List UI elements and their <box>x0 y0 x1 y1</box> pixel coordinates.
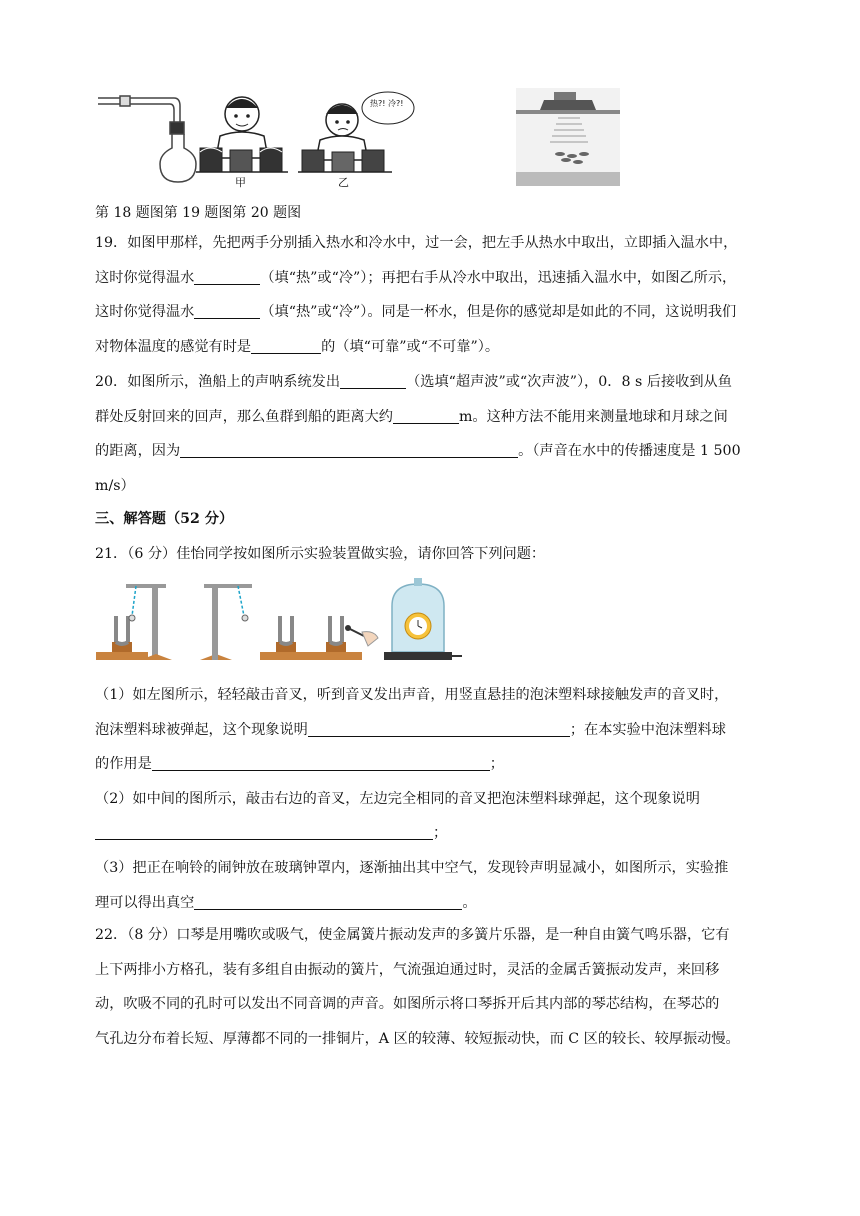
q20-line1-text: 20．如图所示，渔船上的声呐系统发出 <box>95 374 341 390</box>
tuning-fork-left-figure <box>96 586 172 660</box>
q21-part2-line1: （2）如中间的图所示，敲击右边的音叉，左边完全相同的音叉把泡沫塑料球弹起，这个现象说明 <box>95 790 700 807</box>
q21-part2-line2-tail: ； <box>433 825 448 842</box>
sonar-ship-figure <box>516 88 620 186</box>
bell-jar-figure <box>384 578 462 660</box>
q20-line1-tail: （选填“超声波”或“次声波”），0．8 s 后接收到从鱼 <box>406 374 732 390</box>
tuning-fork-middle-figure <box>200 586 378 660</box>
q20-line3-tail: 。（声音在水中的传播速度是 1 500 <box>518 443 741 460</box>
q19-line3-text: 这时你觉得温水 <box>95 304 195 321</box>
q21-part1-line2-tail: ；在本实验中泡沫塑料球 <box>569 721 726 738</box>
q21-part1-line3-tail: ； <box>489 756 504 773</box>
q21-part3-line1: （3）把正在响铃的闹钟放在玻璃钟罩内，逐渐抽出其中空气，发现铃声明显减小，如图所示，实验推 <box>95 859 729 876</box>
answer-blank[interactable] <box>180 441 518 458</box>
answer-blank[interactable] <box>340 372 406 389</box>
q19-line2-tail: （填“热”或“冷”）；再把右手从冷水中取出，迅速插入温水中，如图乙所示， <box>260 269 737 286</box>
q21-part3-line2-text: 理可以得出真空 <box>95 894 195 911</box>
q19-line4-text: 对物体温度的感觉有时是 <box>95 338 252 355</box>
q22-line1: 22．（8 分）口琴是用嘴吹或吸气，使金属簧片振动发声的多簧片乐器，是一种自由簧气鸣乐器，它有 <box>95 927 730 943</box>
q21-part1-line1: （1）如左图所示，轻轻敲击音叉，听到音叉发出声音，用竖直悬挂的泡沫塑料球接触发声的音叉时， <box>95 687 729 703</box>
q22-line4: 气孔边分布着长短、厚薄都不同的一排铜片，A 区的较薄、较短振动快，而 C 区的较长、较厚振动慢。 <box>95 1030 740 1047</box>
answer-blank[interactable] <box>194 302 260 319</box>
answer-blank[interactable] <box>194 893 462 910</box>
q21-part1-line2-text: 泡沫塑料球被弹起，这个现象说明 <box>95 721 308 738</box>
q19-line3-tail: （填“热”或“冷”）。同是一杯水，但是你的感觉却是如此的不同，这说明我们 <box>260 304 737 321</box>
q19-line4-tail: 的（填“可靠”或“不可靠”）。 <box>321 338 500 355</box>
answer-blank[interactable] <box>393 407 459 424</box>
answer-blank[interactable] <box>194 268 260 285</box>
figure-row-top <box>92 86 772 196</box>
figure-caption: 第 18 题图第 19 题图第 20 题图 <box>95 205 302 221</box>
label-yi: 乙 <box>338 176 349 189</box>
answer-blank[interactable] <box>308 720 570 737</box>
q20-line4: m/s） <box>95 477 135 494</box>
q20-line2-text: 群处反射回来的回声，那么鱼群到船的距离大约 <box>95 408 393 425</box>
section-heading: 三、解答题（52 分） <box>95 511 234 527</box>
boy-hands-figure-yi <box>298 92 414 189</box>
q22-line3: 动，吹吸不同的孔时可以发出不同音调的声音。如图所示将口琴拆开后其内部的琴芯结构，在琴芯的 <box>95 996 720 1013</box>
answer-blank[interactable] <box>95 823 433 840</box>
q19-line2-text: 这时你觉得温水 <box>95 269 195 286</box>
question-21-parts <box>95 678 767 920</box>
answer-blank[interactable] <box>152 754 490 771</box>
flask-apparatus-figure <box>98 96 196 182</box>
q19-line1: 19．如图甲那样，先把两手分别插入热水和冷水中，过一会，把左手从热水中取出，立即插入温水中， <box>95 235 738 251</box>
question-22 <box>95 918 767 1056</box>
boy-hands-figure-jia <box>196 97 288 189</box>
q21-part3-line2-tail: 。 <box>462 894 477 911</box>
question-19 <box>95 226 767 364</box>
question-21-intro: 21．（6 分）佳怡同学按如图所示实验装置做实验，请你回答下列问题： <box>95 546 546 562</box>
question-20 <box>95 365 767 503</box>
tuning-fork-figures <box>92 576 462 668</box>
q22-line2: 上下两排小方格孔，装有多组自由振动的簧片，气流强迫通过时，灵活的金属舌簧振动发声，来回移 <box>95 961 720 978</box>
q21-part1-line3-text: 的作用是 <box>95 756 152 773</box>
q20-line2-tail: m。这种方法不能用来测量地球和月球之间 <box>458 408 728 425</box>
q20-line3-text: 的距离，因为 <box>95 443 181 460</box>
answer-blank[interactable] <box>251 337 321 354</box>
label-jia: 甲 <box>235 176 246 189</box>
thought-bubble-text: 热?! 冷?! <box>370 99 404 108</box>
